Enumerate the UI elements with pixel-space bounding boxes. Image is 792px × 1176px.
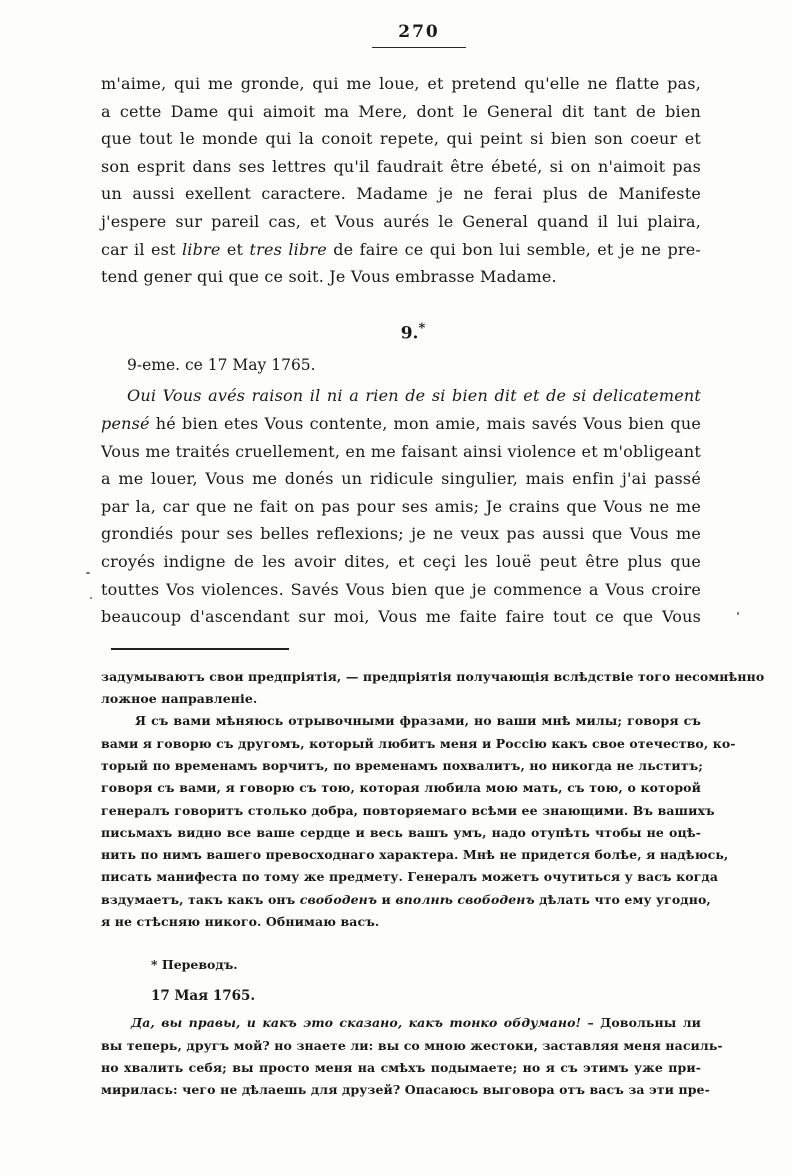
letter-heading	[101, 321, 701, 344]
text-line: tend gener qui que ce soit. Je Vous embrasse Madame.	[101, 267, 557, 287]
text-line: ложное направленіе.	[101, 691, 258, 707]
text-line: я не стѣсняю никого. Обнимаю васъ.	[101, 914, 380, 930]
text-line: Vous me traités cruellement, en me faisant ainsi violence et m'obligeant	[101, 441, 701, 461]
text-line: un aussi exellent caractere. Madame je ne ferai plus de Manifeste	[101, 184, 701, 204]
scan-speck	[90, 597, 92, 599]
text-line: son esprit dans ses lettres qu'il faudrait être ébeté, si on n'aimoit pas	[101, 156, 701, 176]
text-line: Oui Vous avés raison il ni a rien de si bien dit et de si delicatement	[127, 386, 701, 406]
text-line: Да, вы правы, и какъ это сказано, какъ тонко обдумано! – Довольны ли	[131, 1015, 701, 1031]
footnote-separator	[111, 648, 289, 650]
scan-speck	[86, 572, 90, 574]
russian-footnote-text	[101, 666, 765, 934]
text-line: a me louer, Vous me donés un ridicule singulier, mais enfin j'ai passé	[101, 469, 701, 489]
page-content	[101, 70, 765, 1102]
text-line: pensé hé bien etes Vous contente, mon amie, mais savés Vous bien que	[101, 414, 701, 433]
translation-date: 17 Мая 1765.	[151, 988, 256, 1005]
text-line: вами я говорю съ другомъ, который любитъ меня и Россію какъ свое отечество, ко-	[101, 735, 736, 751]
text-line: нить по нимъ вашего превосходнаго характера. Мнѣ не придется болѣе, я надѣюсь,	[101, 847, 729, 863]
text-line: car il est libre et tres libre de faire ce qui bon lui semble, et je ne pre-	[101, 239, 702, 259]
text-line: beaucoup d'ascendant sur moi, Vous me faite faire tout ce que Vous	[101, 607, 701, 627]
text-line: письмахъ видно все ваше сердце и весь вашъ умъ, надо отупѣть чтобы не оцѣ-	[101, 824, 701, 840]
letter-number: 9.	[400, 323, 419, 344]
text-line: croyés indigne de les avoir dites, et ceçi les louë peut être plus que	[101, 551, 701, 571]
translation-label: * Переводъ.	[151, 957, 238, 973]
text-line: писать манифеста по тому же предмету. Генералъ можетъ очутиться у васъ когда	[101, 869, 719, 885]
text-line: говоря съ вами, я говорю съ тою, которая любила мою мать, съ тою, о которой	[101, 780, 701, 796]
text-line: touttes Vos violences. Savés Vous bien que je commence a Vous croire	[101, 579, 701, 599]
text-line: генералъ говоритъ столько добра, повторяемаго всѣми ее знающими. Въ вашихъ	[101, 802, 715, 818]
text-line: задумываютъ свои предпріятія, — предпріятія получающія вслѣдствіе того несомнѣнно	[101, 668, 765, 684]
text-line: grondiés pour ses belles reflexions; je ne veux pas aussi que Vous me	[101, 524, 701, 544]
russian-translation-text	[101, 1012, 723, 1101]
text-line: мирилась: чего не дѣлаешь для друзей? Опасаюсь выговора отъ васъ за эти пре-	[101, 1082, 710, 1098]
letter-dateline: 9-eme. ce 17 May 1765.	[127, 356, 316, 375]
text-line: a cette Dame qui aimoit ma Mere, dont le General dit tant de bien	[101, 101, 701, 121]
text-line: но хвалить себя; вы просто меня на смѣхъ подымаете; но я съ этимъ уже при-	[101, 1059, 701, 1075]
text-line: Я съ вами мѣняюсь отрывочными фразами, но ваши мнѣ милы; говоря съ	[135, 713, 701, 729]
text-line: par la, car que ne fait on pas pour ses amis; Je crains que Vous ne me	[101, 496, 701, 516]
text-line: j'espere sur pareil cas, et Vous aurés le General quand il lui plaira,	[101, 211, 701, 231]
scan-speck	[737, 612, 739, 615]
page-number: 270	[372, 22, 466, 48]
french-letter-nine	[101, 382, 701, 630]
french-letter-continuation	[101, 70, 701, 291]
text-line: que tout le monde qui la conoit repete, qui peint si bien son coeur et	[101, 129, 701, 149]
text-line: вы теперь, другъ мой? но знаете ли: вы со мною жестоки, заставляя меня насиль-	[101, 1037, 723, 1053]
text-line: m'aime, qui me gronde, qui me loue, et pretend qu'elle ne flatte pas,	[101, 74, 701, 93]
page-header	[0, 22, 792, 48]
text-line: торый по временамъ ворчитъ, по временамъ похвалитъ, но никогда не льститъ;	[101, 757, 703, 773]
footnote-asterisk: *	[418, 320, 426, 336]
text-line: вздумаетъ, такъ какъ онъ свободенъ и вполнѣ свободенъ дѣлать что ему угодно,	[101, 891, 711, 907]
